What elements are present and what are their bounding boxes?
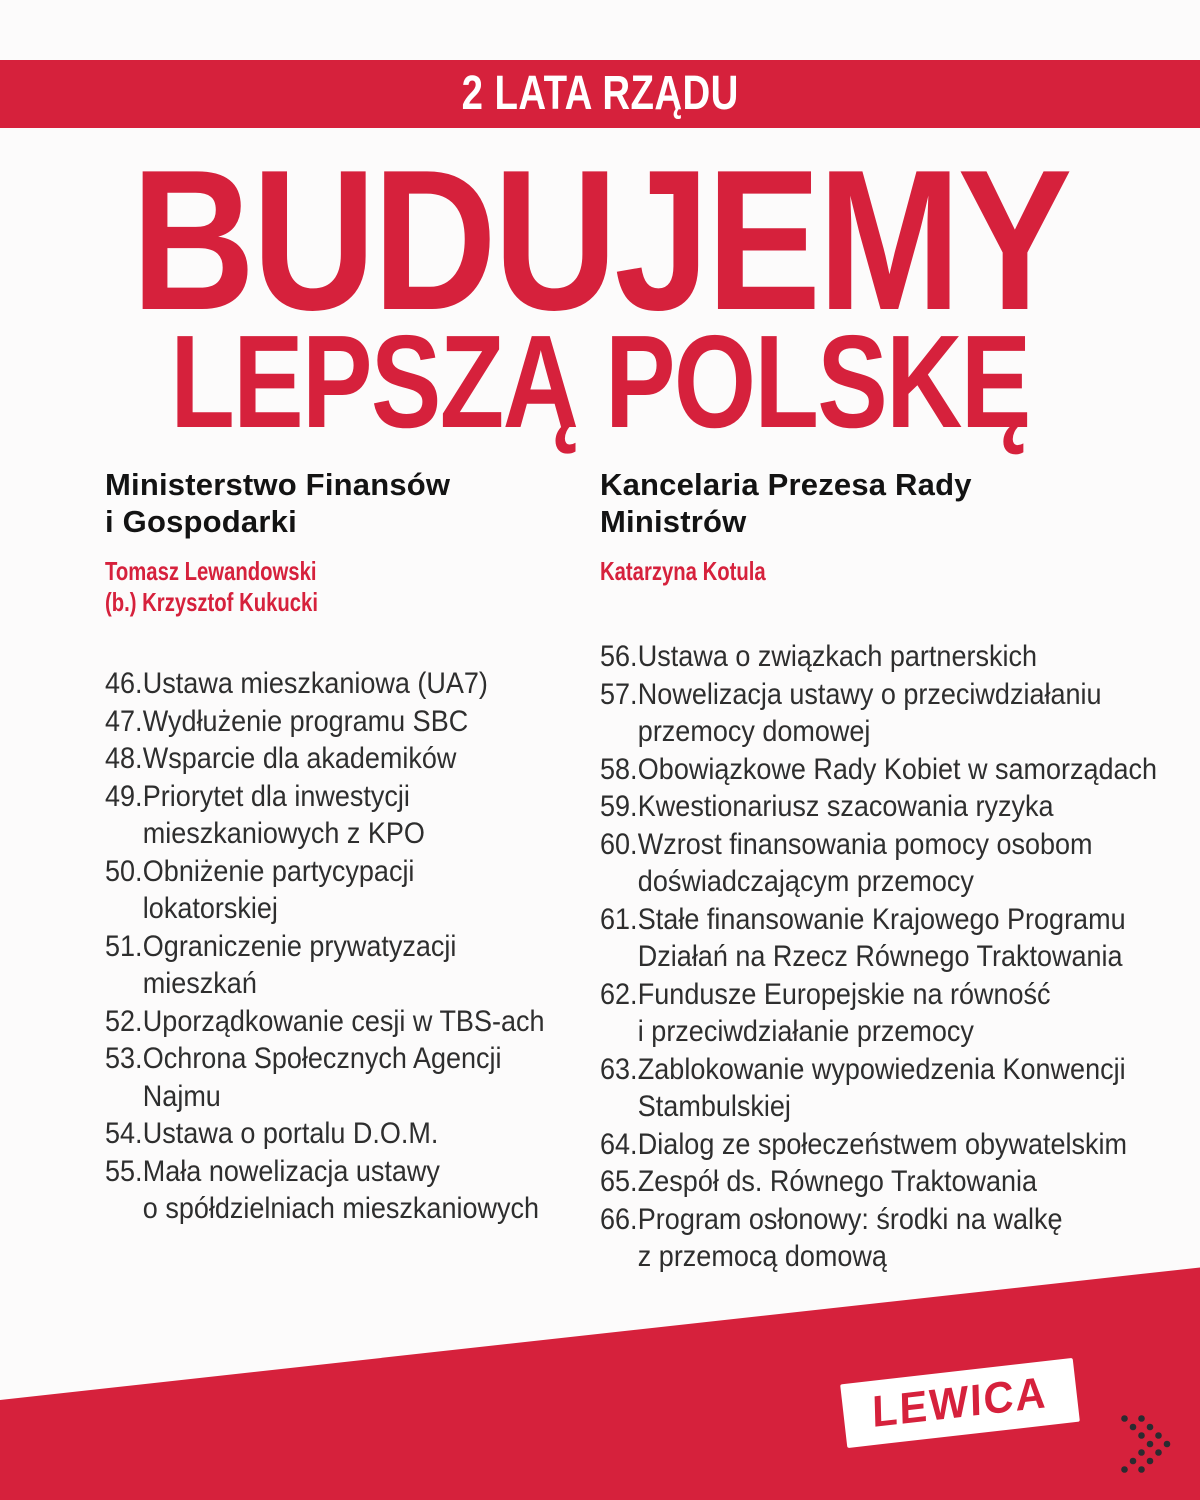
minister-names-finance: [105, 556, 318, 618]
list-item-text: [638, 676, 1176, 751]
list-item-line1: Dialog ze społeczeństwem obywatelskim: [637, 1127, 1128, 1161]
list-item-text: [143, 1040, 609, 1115]
list-item: [600, 1051, 1176, 1126]
list-item-text: [638, 638, 1176, 676]
list-item-line1: Uporządkowanie cesji w TBS-ach: [142, 1004, 545, 1038]
list-item: [105, 703, 609, 741]
list-item-number: 61.: [600, 902, 638, 936]
list-item-line1: Ochrona Społecznych Agencji: [142, 1042, 502, 1075]
column-heading-finance-line1: Ministerstwo Finansów: [105, 467, 451, 502]
list-item-text: [638, 1126, 1176, 1164]
list-item-line1: Wsparcie dla akademików: [142, 742, 457, 775]
list-item-number: 58.: [600, 752, 638, 786]
list-item-line2: i przeciwdziałanie przemocy: [637, 1015, 974, 1048]
list-item-line2: Najmu: [142, 1079, 221, 1113]
column-heading-chancellery: [600, 466, 1140, 540]
list-item-number: 55.: [105, 1154, 143, 1188]
banner-label: 2 LATA RZĄDU: [461, 67, 739, 120]
list-item-line1: Ustawa mieszkaniowa (UA7): [142, 667, 488, 700]
list-item: [600, 751, 1176, 789]
list-item: [105, 1115, 609, 1153]
column-heading-chancellery-line2: Ministrów: [600, 504, 747, 539]
chevron-right-dots-icon: [1120, 1414, 1174, 1476]
column-heading-finance: [105, 466, 645, 540]
achievements-list-finance: [105, 665, 609, 1228]
list-item-line1: Wzrost finansowania pomocy osobom: [637, 827, 1093, 861]
list-item: [600, 901, 1176, 976]
list-item-line1: Program osłonowy: środki na walkę: [637, 1202, 1063, 1236]
list-item-line1: Kwestionariusz szacowania ryzyka: [637, 790, 1054, 823]
list-item-text: [143, 928, 609, 1003]
list-item: [105, 928, 609, 1003]
list-item: [105, 665, 609, 703]
title-line-1: BUDUJEMY: [131, 129, 1069, 352]
list-item: [105, 1153, 609, 1228]
list-item-number: 50.: [105, 854, 143, 888]
list-item-line2: doświadczającym przemocy: [637, 865, 974, 898]
list-item: [105, 778, 609, 853]
list-item-number: 49.: [105, 779, 143, 813]
list-item: [600, 826, 1176, 901]
list-item: [105, 740, 609, 778]
list-item-number: 53.: [105, 1042, 143, 1075]
list-item-number: 63.: [600, 1052, 638, 1086]
list-item-number: 60.: [600, 827, 638, 861]
list-item: [600, 676, 1176, 751]
list-item: [600, 976, 1176, 1051]
list-item-text: [638, 901, 1176, 976]
list-item: [600, 788, 1176, 826]
list-item-number: 57.: [600, 677, 638, 711]
list-item-line1: Zablokowanie wypowiedzenia Konwencji: [637, 1052, 1126, 1086]
list-item-text: [143, 740, 609, 778]
list-item-line1: Zespół ds. Równego Traktowania: [637, 1165, 1038, 1198]
list-item-line1: Fundusze Europejskie na równość: [637, 977, 1051, 1011]
title-line-2: LEPSZĄ POLSKĘ: [170, 308, 1030, 455]
list-item-text: [638, 1201, 1176, 1276]
minister-names-chancellery: [600, 556, 766, 587]
list-item-text: [143, 853, 609, 928]
list-item-number: 47.: [105, 704, 143, 738]
list-item-line1: Ustawa o portalu D.O.M.: [142, 1117, 439, 1150]
list-item: [600, 1126, 1176, 1164]
top-banner: [0, 60, 1200, 128]
list-item-line1: Ograniczenie prywatyzacji: [142, 929, 457, 963]
list-item-line2: mieszkań: [142, 967, 257, 1000]
list-item-line1: Stałe finansowanie Krajowego Programu: [637, 902, 1126, 936]
list-item-line2: przemocy domowej: [637, 715, 871, 748]
list-item-text: [143, 1003, 609, 1041]
list-item-number: 48.: [105, 742, 143, 775]
minister-name: Katarzyna Kotula: [600, 556, 766, 586]
list-item-number: 59.: [600, 790, 638, 823]
minister-name: Tomasz Lewandowski: [105, 556, 317, 586]
list-item: [105, 1040, 609, 1115]
minister-name: (b.) Krzysztof Kukucki: [105, 587, 318, 617]
list-item-text: [638, 826, 1176, 901]
list-item-text: [638, 976, 1176, 1051]
list-item-text: [638, 751, 1176, 789]
list-item: [105, 853, 609, 928]
list-item-line1: Obowiązkowe Rady Kobiet w samorządach: [637, 752, 1158, 786]
list-item-line2: mieszkaniowych z KPO: [142, 817, 425, 850]
list-item-text: [638, 788, 1176, 826]
list-item-text: [638, 1163, 1176, 1201]
list-item-number: 64.: [600, 1127, 638, 1161]
list-item: [105, 1003, 609, 1041]
list-item: [600, 638, 1176, 676]
list-item-line1: Obniżenie partycypacji: [142, 854, 415, 888]
list-item: [600, 1201, 1176, 1276]
list-item-number: 65.: [600, 1165, 638, 1198]
lewica-logo-text: LEWICA: [871, 1367, 1049, 1438]
achievements-list-chancellery: [600, 638, 1176, 1276]
list-item-number: 66.: [600, 1202, 638, 1236]
list-item-number: 54.: [105, 1117, 143, 1150]
list-item-number: 62.: [600, 977, 638, 1011]
list-item-line1: Mała nowelizacja ustawy: [142, 1154, 440, 1188]
list-item: [600, 1163, 1176, 1201]
list-item-number: 52.: [105, 1004, 143, 1038]
list-item-line2: Stambulskiej: [637, 1090, 791, 1123]
list-item-text: [143, 1115, 609, 1153]
column-heading-finance-line2: i Gospodarki: [105, 504, 297, 539]
list-item-text: [638, 1051, 1176, 1126]
column-heading-chancellery-line1: Kancelaria Prezesa Rady: [600, 467, 972, 502]
list-item-number: 46.: [105, 667, 143, 700]
list-item-text: [143, 778, 609, 853]
list-item-number: 51.: [105, 929, 143, 963]
list-item-text: [143, 1153, 609, 1228]
list-item-number: 56.: [600, 640, 638, 673]
list-item-text: [143, 665, 609, 703]
list-item-line2: o spółdzielniach mieszkaniowych: [142, 1192, 539, 1225]
list-item-line2: Działań na Rzecz Równego Traktowania: [637, 940, 1123, 973]
list-item-line1: Wydłużenie programu SBC: [142, 704, 469, 738]
list-item-line2: z przemocą domową: [637, 1240, 887, 1273]
list-item-line1: Ustawa o związkach partnerskich: [637, 640, 1037, 673]
list-item-text: [143, 703, 609, 741]
list-item-line1: Nowelizacja ustawy o przeciwdziałaniu: [637, 677, 1102, 711]
list-item-line1: Priorytet dla inwestycji: [142, 779, 410, 813]
list-item-line2: lokatorskiej: [142, 892, 278, 925]
